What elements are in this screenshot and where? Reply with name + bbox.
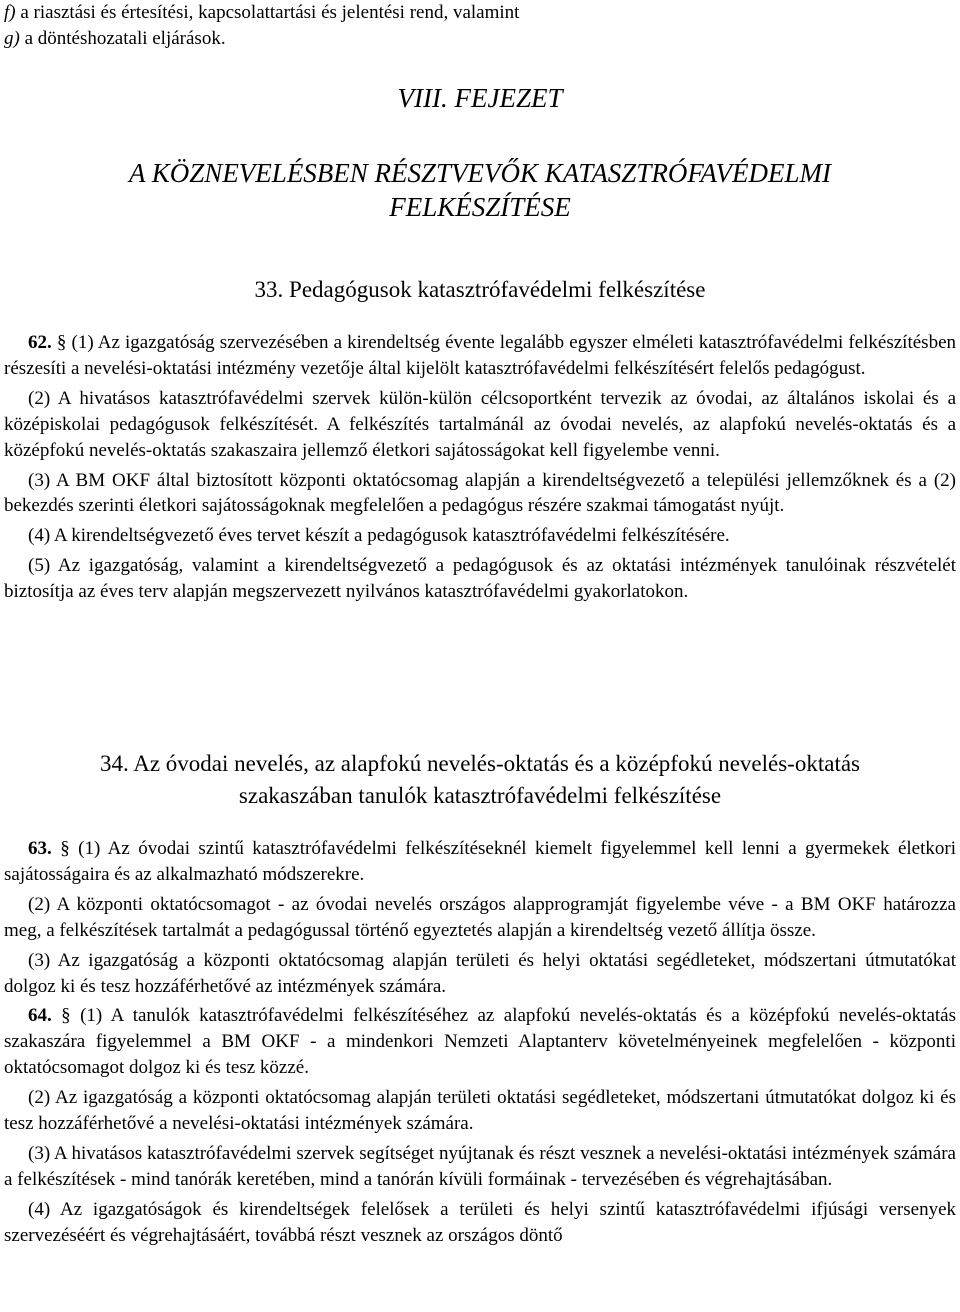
paragraph-62-2: (2) A hivatásos katasztrófavédelmi szervek külön-külön célcsoportként tervezik az óvodai, az általános iskolai és a középiskolai pedagógusok felkészítését. A felkészítés tartalmánál az óvodai nevelés, az alapfokú nevelés-oktatás és a középfokú nevelés-oktatás szakaszaira jellemző életkori sajátosságokat kell figyelembe venni. [4,387,956,461]
section-34-title-line-1: 34. Az óvodai nevelés, az alapfokú nevelés-oktatás és a középfokú nevelés-oktatás [100,751,860,776]
paragraph-62-1 [0,330,960,382]
section-number-63: 63. [28,838,52,859]
section-33-title: 33. Pedagógusok katasztrófavédelmi felkészítése [254,277,706,302]
intro-list [0,0,956,52]
paragraph-64-2: (2) Az igazgatóság a központi oktatócsomag alapján területi oktatási segédleteket, módszertani útmutatókat dolgoz ki és tesz hozzáférhetővé a nevelési-oktatási intézmények számára. [4,1087,956,1135]
section-34-title [0,748,960,812]
paragraph-text: (1) Az igazgatóság szervezésében a kirendeltség évente legalább egyszer elméleti katasztrófavédelmi felkészítésben részesíti a nevelési-oktatási intézmény vezetője által kijelölt katasztrófavédelmi felkészítésért felelős pedagógust. [4,332,956,379]
chapter-number: VIII. FEJEZET [397,83,563,113]
item-letter-g: g) [4,27,20,49]
chapter-title-line-2: FELKÉSZÍTÉSE [389,192,571,222]
paragraph-64-1 [0,1003,960,1081]
section-34-title-line-2: szakaszában tanulók katasztrófavédelmi felkészítése [238,783,722,808]
paragraph-64-4: (4) Az igazgatóságok és kirendeltségek felelősek a területi és helyi szintű katasztrófavédelmi ifjúsági versenyek szervezéséért és végrehajtásáért, továbbá részt vesznek az országos döntő [4,1198,956,1246]
item-text-g: a döntéshozatali eljárások. [19,27,226,49]
section-sign: § [51,838,79,859]
list-item-f [4,0,956,26]
section-33-body [0,330,960,605]
item-letter-f: f) [4,2,16,23]
item-text-f: a riasztási és értesítési, kapcsolattartási és jelentési rend, valamint [15,2,520,23]
paragraph-62-4: (4) A kirendeltségvezető éves tervet készít a pedagógusok katasztrófavédelmi felkészítésére. [28,525,730,547]
section-number-62: 62. [28,332,52,353]
chapter-title-line-1: A KÖZNEVELÉSBEN RÉSZTVEVŐK KATASZTRÓFAVÉDELMI [129,158,831,188]
section-34-body [0,836,960,1249]
paragraph-text: (1) A tanulók katasztrófavédelmi felkészítéséhez az alapfokú nevelés-oktatás és a középfokú nevelés-oktatás szakaszára figyelemmel a BM OKF - a mindenkori Nemzeti Alaptanterv követelményeinek megfelelően - központi oktatócsomagot dolgoz ki és tesz közzé. [4,1005,957,1079]
section-number-64: 64. [28,1005,52,1027]
section-sign: § [51,1005,81,1027]
paragraph-text: (1) Az óvodai szintű katasztrófavédelmi felkészítéseknél kiemelt figyelemmel kell lenni a gyermekek életkori sajátosságaira és az alkalmazható módszerekre. [4,838,956,885]
section-sign: § [51,332,72,353]
paragraph-62-5: (5) Az igazgatóság, valamint a kirendeltségvezető a pedagógusok és az oktatási intézmények tanulóinak részvételét biztosítja az éves terv alapján megszervezett nyilvános katasztrófavédelmi gyakorlatokon. [4,555,956,603]
paragraph-63-3: (3) Az igazgatóság a központi oktatócsomag alapján területi és helyi oktatási segédleteket, módszertani útmutatókat dolgoz ki és tesz hozzáférhetővé az intézmények számára. [4,949,956,997]
list-item-g [4,26,956,52]
paragraph-62-3: (3) A BM OKF által biztosított központi oktatócsomag alapján a kirendeltségvezető a települési jellemzőknek és a (2) bekezdés szerinti életkori sajátosságoknak megfelelően a pedagógus részére szakmai támogatást nyújt. [4,469,956,517]
paragraph-63-2: (2) A központi oktatócsomagot - az óvodai nevelés országos alapprogramját figyelembe véve - a BM OKF határozza meg, a felkészítések tartalmát a pedagógussal történő egyeztetés alapján a kirendeltség vezető állítja össze. [4,893,956,941]
paragraph-63-1 [0,836,960,888]
paragraph-64-3: (3) A hivatásos katasztrófavédelmi szervek segítséget nyújtanak és részt vesznek a nevelési-oktatási intézmények számára a felkészítések - mind tanórák keretében, mind a tanórán kívüli formáinak - tervezésében és végrehajtásában. [4,1142,956,1190]
chapter-title [0,156,960,224]
